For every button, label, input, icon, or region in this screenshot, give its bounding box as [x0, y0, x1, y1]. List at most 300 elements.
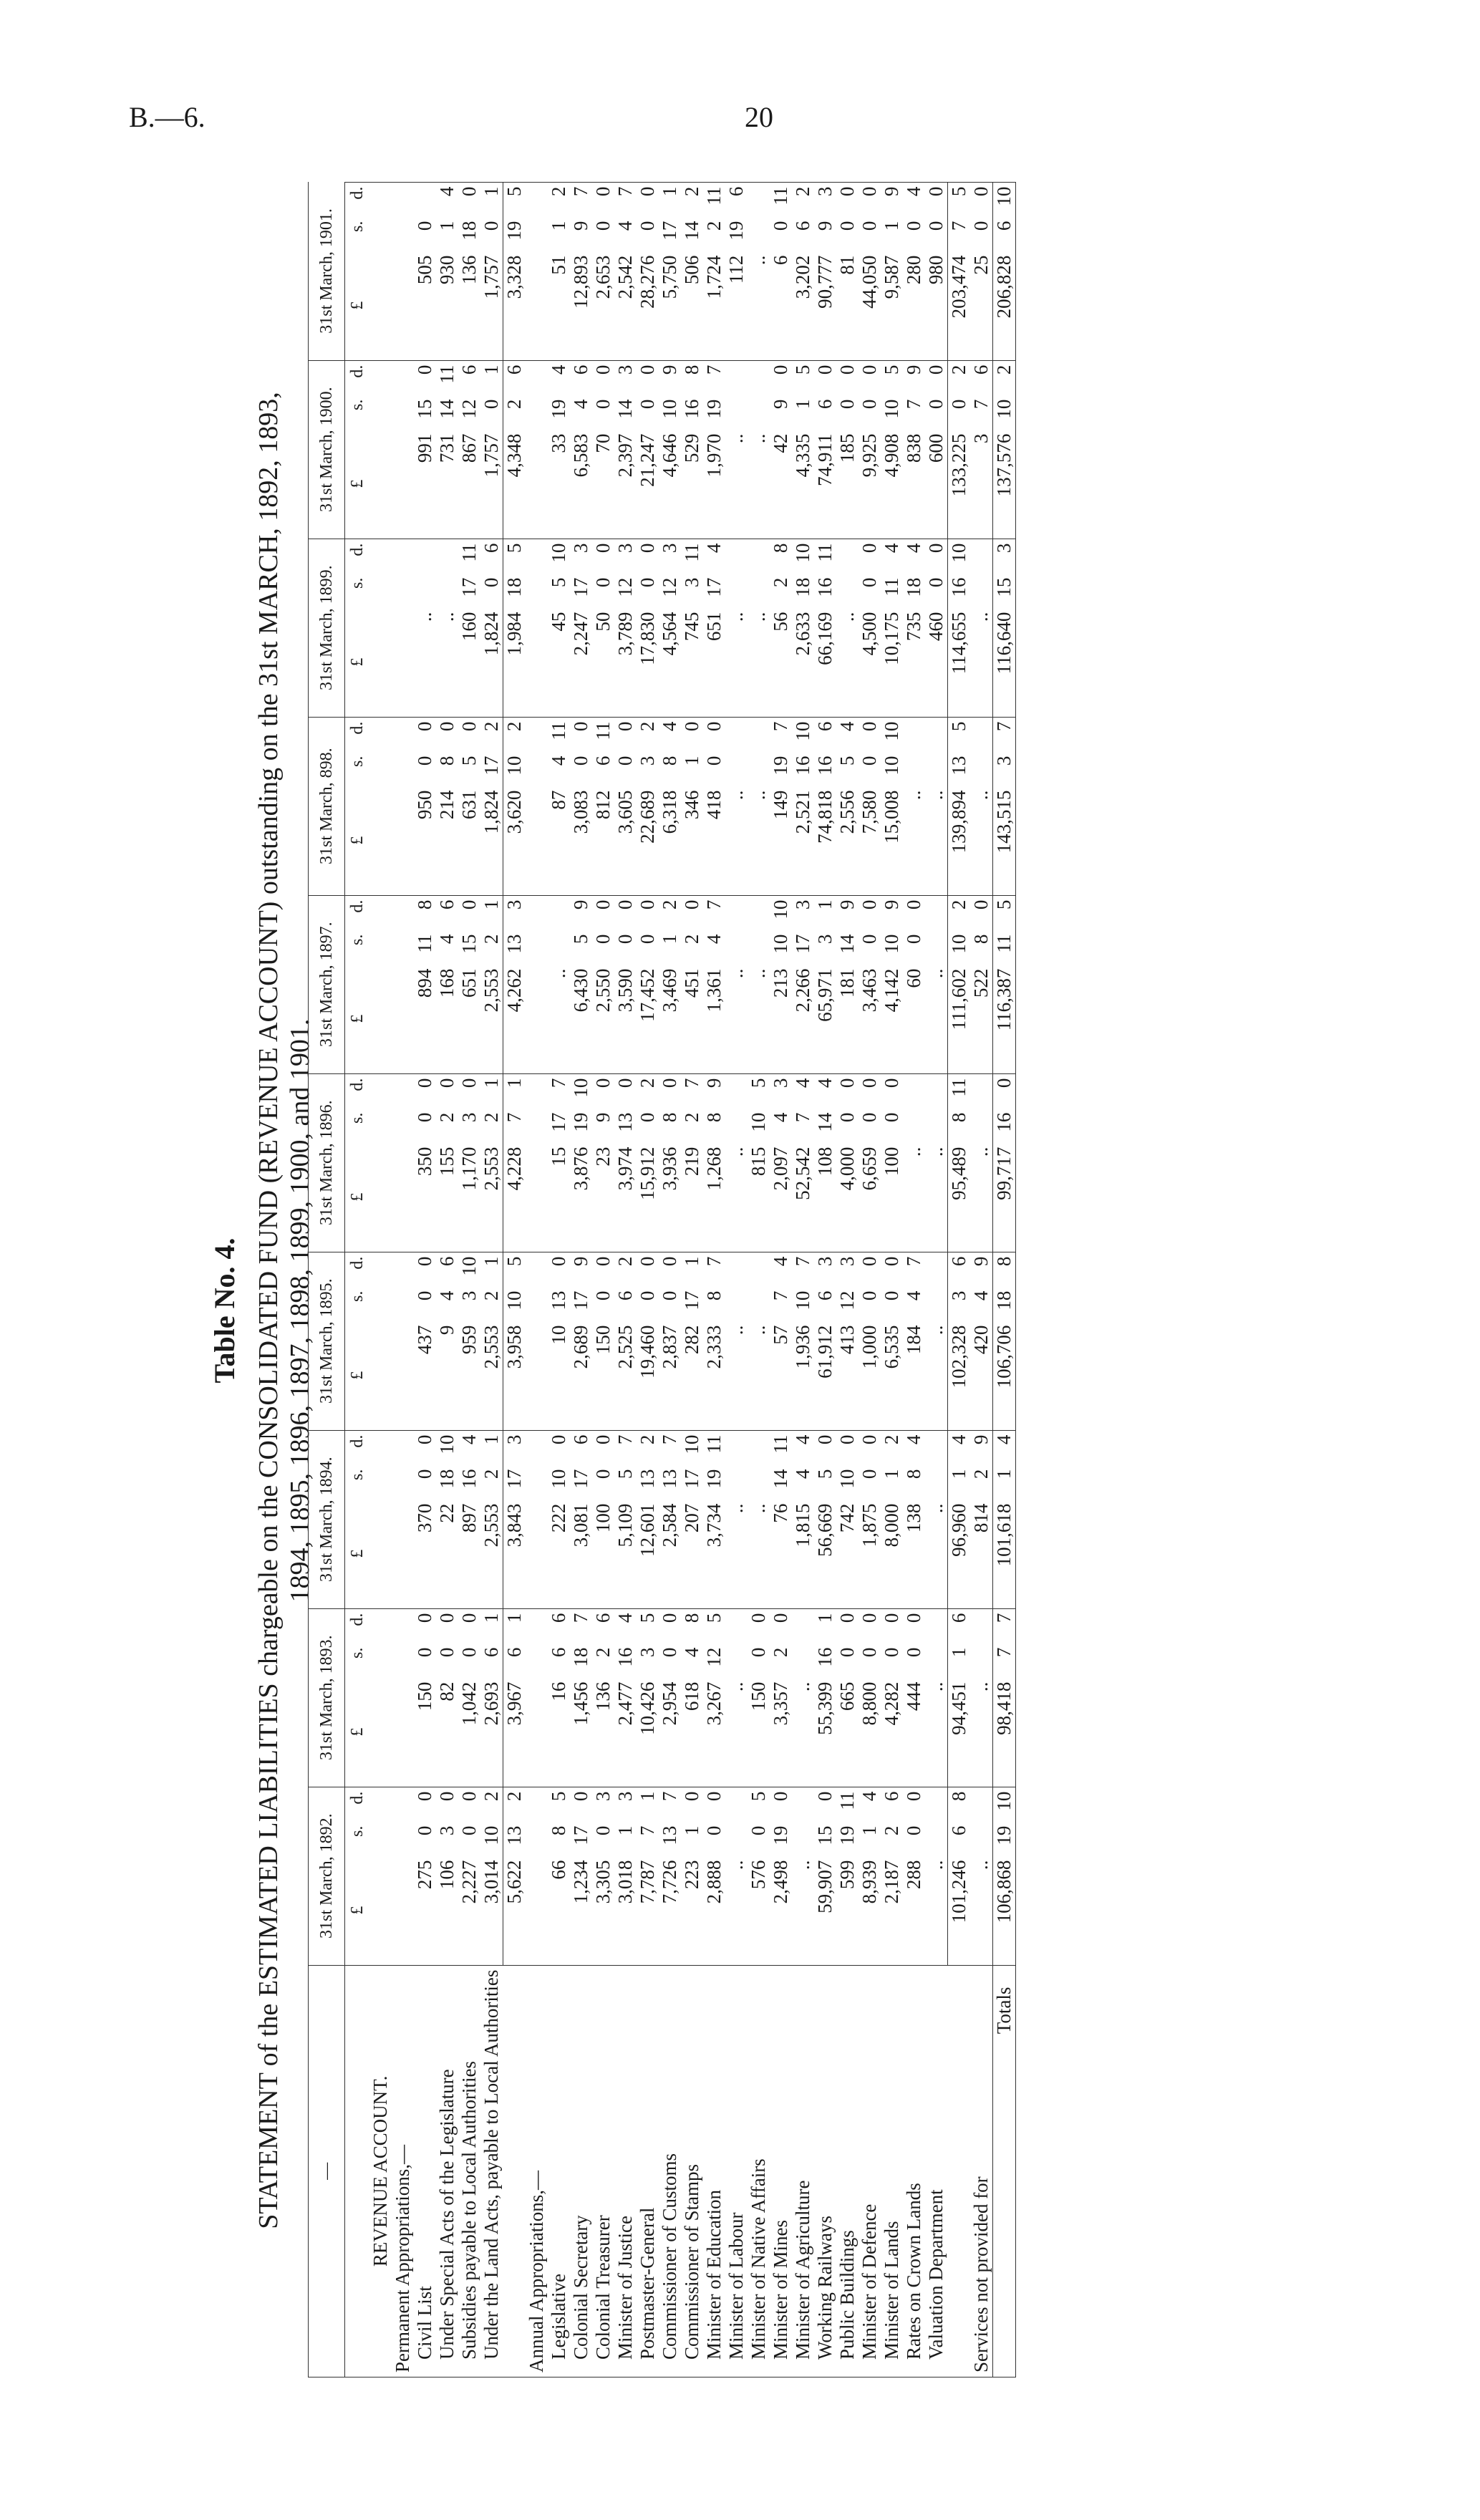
cell-shillings: 0 — [570, 755, 591, 766]
cell-pounds: 100 — [592, 1500, 614, 1609]
cell-pounds: 282 — [681, 1321, 703, 1431]
cell-pence: 0 — [748, 1613, 769, 1623]
cell-pounds: 23 — [592, 1143, 614, 1252]
cell-pence: 0 — [570, 721, 591, 732]
cell-pence: 10 — [458, 1256, 480, 1276]
cell-pence: 5 — [637, 1613, 658, 1623]
cell-shillings: 4 — [436, 934, 458, 945]
cell-shillings: 0 — [659, 1290, 680, 1301]
cell-pence — [369, 717, 392, 752]
cell-pounds: 207 — [681, 1500, 703, 1609]
cell-shillings: 13 — [659, 1825, 680, 1845]
cell-shillings: 14 — [681, 221, 702, 241]
cell-pence: 1 — [659, 182, 681, 217]
cell-pounds: 101,618 — [993, 1500, 1016, 1609]
cell-shillings: 6 — [993, 217, 1016, 251]
cell-pence: 0 — [436, 1078, 458, 1088]
table-row — [526, 182, 548, 2377]
cell-pence: 0 — [436, 1791, 458, 1802]
cell-pounds: 618 — [681, 1678, 703, 1787]
cell-pence: 10 — [770, 899, 791, 919]
row-label: Minister of Mines — [770, 1965, 792, 2377]
cell-pence: 3 — [993, 539, 1016, 574]
cell-pence: 0 — [458, 1791, 480, 1802]
cell-pence — [392, 360, 414, 395]
cell-shillings: 2 — [480, 1112, 502, 1123]
cell-shillings — [369, 930, 392, 965]
cell-shillings: 7 — [948, 217, 971, 251]
cell-pence: 11 — [592, 721, 614, 740]
cell-shillings: 11 — [881, 577, 902, 597]
cell-pence — [725, 539, 748, 574]
cell-shillings: 10 — [792, 1290, 813, 1310]
cell-shillings: 0 — [637, 577, 658, 588]
cell-pence: 5 — [748, 1791, 769, 1802]
cell-pence: 4 — [903, 543, 924, 554]
cell-pounds: 160 — [458, 608, 480, 718]
cell-shillings — [725, 395, 748, 430]
cell-shillings: 10 — [881, 399, 902, 419]
cell-pence: 5 — [993, 895, 1016, 930]
cell-pounds — [526, 1678, 548, 1787]
cell-pence: 7 — [570, 1613, 591, 1623]
cell-pounds: 2,653 — [592, 251, 614, 361]
cell-shillings — [392, 752, 414, 786]
cell-pence: 8 — [948, 1787, 971, 1822]
cell-pence: 0 — [814, 1434, 836, 1445]
cell-pence — [725, 1073, 748, 1109]
cell-pence: 0 — [903, 1613, 924, 1623]
cell-shillings — [392, 395, 414, 430]
cell-pounds: 6,659 — [859, 1143, 881, 1252]
cell-shillings: 8 — [548, 1825, 569, 1836]
cell-shillings: 12 — [659, 577, 680, 597]
cell-pounds: 98,418 — [993, 1678, 1016, 1787]
row-label: Civil List — [414, 1965, 436, 2377]
cell-pounds: 61,912 — [814, 1321, 836, 1431]
cell-shillings: 0 — [748, 1647, 769, 1658]
cell-shillings — [725, 1822, 748, 1856]
cell-pounds: .. — [748, 1321, 770, 1431]
cell-shillings: 4 — [548, 755, 569, 766]
cell-pounds: 814 — [970, 1500, 993, 1609]
cell-pounds: 106 — [436, 1856, 458, 1966]
cell-shillings: 3 — [993, 752, 1016, 786]
cell-pounds: 9,925 — [859, 430, 881, 539]
cell-pence: 8 — [681, 365, 702, 375]
cell-shillings — [392, 574, 414, 608]
cell-pounds: 2,633 — [792, 608, 814, 718]
cell-pounds: 867 — [458, 430, 480, 539]
cell-shillings: 0 — [614, 934, 636, 945]
cell-pounds: 838 — [903, 430, 925, 539]
cell-shillings — [526, 1822, 548, 1856]
cell-pence: 0 — [592, 1434, 614, 1445]
table-row — [748, 182, 770, 2377]
cell-pence: 1 — [480, 899, 502, 910]
cell-pence: 5 — [948, 182, 971, 217]
cell-shillings: 0 — [859, 577, 880, 588]
cell-pence — [526, 182, 548, 217]
cell-shillings: 10 — [748, 1112, 769, 1132]
cell-pounds: 576 — [748, 1856, 770, 1966]
cell-pounds: .. — [792, 1678, 814, 1787]
cell-pence — [970, 1073, 993, 1109]
cell-pence: 2 — [480, 1791, 502, 1802]
cell-pence: 11 — [770, 1434, 791, 1454]
cell-shillings — [392, 1643, 414, 1678]
cell-pounds: 631 — [458, 786, 480, 896]
cell-shillings: 17 — [570, 1290, 591, 1310]
cell-pence: 1 — [480, 1256, 502, 1267]
unit-pence: d. — [347, 899, 367, 913]
cell-pence — [748, 717, 770, 752]
cell-pence: 0 — [592, 899, 614, 910]
cell-pounds: 4,646 — [659, 430, 681, 539]
cell-pence — [748, 1430, 770, 1465]
table-row — [814, 182, 836, 2377]
unit-pence: d. — [347, 1434, 367, 1448]
cell-shillings: 0 — [881, 1112, 902, 1123]
table-row — [503, 182, 526, 2377]
cell-shillings: 16 — [614, 1647, 636, 1667]
cell-pounds: 1,824 — [480, 608, 503, 718]
cell-shillings — [748, 1287, 770, 1321]
cell-pounds — [392, 608, 414, 718]
cell-shillings: 4 — [792, 1469, 813, 1479]
cell-pence — [748, 182, 770, 217]
cell-pounds — [526, 1143, 548, 1252]
cell-shillings: 15 — [814, 1825, 836, 1845]
cell-pounds: 42 — [770, 430, 792, 539]
cell-shillings — [526, 395, 548, 430]
cell-pence: 2 — [659, 899, 680, 910]
cell-pence: 6 — [725, 182, 748, 217]
cell-shillings: 8 — [659, 1112, 680, 1123]
cell-pence: 6 — [948, 1608, 971, 1643]
cell-pence — [526, 1608, 548, 1643]
column-header-row — [309, 182, 345, 2377]
table-row — [725, 182, 748, 2377]
cell-shillings: 18 — [503, 574, 526, 608]
cell-shillings: 0 — [859, 934, 880, 945]
unit-pounds: £ — [345, 1678, 370, 1787]
cell-pence: 6 — [436, 899, 458, 910]
cell-pence: 9 — [570, 899, 591, 910]
cell-pounds: 99,717 — [993, 1143, 1016, 1252]
cell-pounds: 17,452 — [637, 965, 659, 1074]
cell-shillings: 8 — [903, 1469, 924, 1479]
cell-pounds: 3,620 — [503, 786, 526, 896]
cell-shillings: 17 — [480, 755, 502, 776]
cell-shillings: 16 — [948, 574, 971, 608]
cell-pence: 0 — [659, 1256, 680, 1267]
cell-shillings: 5 — [548, 577, 569, 588]
cell-shillings: 0 — [414, 1469, 435, 1479]
cell-pence: 6 — [570, 1434, 591, 1445]
cell-pounds: 3,936 — [659, 1143, 681, 1252]
cell-pounds: .. — [903, 1143, 925, 1252]
cell-pence: 7 — [903, 1256, 924, 1267]
unit-pounds: £ — [345, 1143, 370, 1252]
cell-pence: 0 — [770, 365, 791, 375]
cell-shillings: 1 — [948, 1643, 971, 1678]
cell-pence: 0 — [436, 1613, 458, 1623]
cell-pence: 10 — [570, 1078, 591, 1098]
cell-pence — [369, 1073, 392, 1109]
cell-pounds: 2,097 — [770, 1143, 792, 1252]
cell-pounds: 3 — [970, 430, 993, 539]
cell-shillings: 10 — [948, 930, 971, 965]
table-row — [414, 182, 436, 2377]
cell-pence: 2 — [881, 1434, 902, 1445]
unit-pounds: £ — [345, 1321, 370, 1431]
cell-pounds: 214 — [436, 786, 458, 896]
cell-pence: 0 — [458, 721, 480, 732]
cell-pounds — [369, 251, 392, 361]
unit-pounds: £ — [345, 786, 370, 896]
cell-shillings: 13 — [948, 752, 971, 786]
cell-pounds: 52,542 — [792, 1143, 814, 1252]
cell-shillings — [725, 1109, 748, 1143]
cell-pounds: 51 — [548, 251, 570, 361]
cell-shillings — [526, 574, 548, 608]
cell-shillings: 7 — [903, 399, 924, 410]
cell-shillings: 17 — [548, 1112, 569, 1132]
cell-shillings: 16 — [792, 755, 813, 776]
cell-pounds: 1,815 — [792, 1500, 814, 1609]
cell-pence — [526, 1430, 548, 1465]
cell-pounds: 7,726 — [659, 1856, 681, 1966]
cell-pounds: 3,463 — [859, 965, 881, 1074]
cell-shillings: 19 — [703, 399, 725, 419]
row-label: Legislative — [548, 1965, 570, 2377]
cell-shillings: 9 — [570, 221, 591, 231]
cell-pence: 3 — [503, 895, 526, 930]
cell-pounds — [526, 1500, 548, 1609]
cell-pence: 9 — [970, 1434, 992, 1445]
cell-pence: 4 — [614, 1613, 636, 1623]
cell-shillings: 13 — [503, 1822, 526, 1856]
cell-pence — [369, 182, 392, 217]
cell-pounds: 2,584 — [659, 1500, 681, 1609]
cell-pence: 1 — [503, 1073, 526, 1109]
unit-pence: d. — [347, 1078, 367, 1091]
cell-shillings — [725, 1287, 748, 1321]
table-row — [703, 182, 725, 2377]
cell-shillings: 0 — [480, 399, 502, 410]
cell-pounds: 181 — [836, 965, 859, 1074]
cell-pounds: 133,225 — [948, 430, 971, 539]
cell-shillings: 9 — [814, 221, 836, 231]
table-row — [480, 182, 503, 2377]
cell-shillings: 0 — [480, 221, 502, 231]
cell-pounds: 6,318 — [659, 786, 681, 896]
cell-shillings: 8 — [703, 1112, 725, 1123]
cell-pence: 3 — [659, 543, 680, 554]
cell-pence: 2 — [637, 1078, 658, 1088]
cell-shillings: 3 — [637, 755, 658, 766]
cell-pence — [748, 895, 770, 930]
cell-pounds: 980 — [925, 251, 948, 361]
cell-pence: 2 — [614, 1256, 636, 1267]
cell-shillings — [392, 217, 414, 251]
cell-shillings: 6 — [814, 1290, 836, 1301]
cell-pounds: 275 — [414, 1856, 436, 1966]
cell-pence: 8 — [770, 543, 791, 554]
cell-shillings: 2 — [503, 395, 526, 430]
cell-shillings — [369, 1465, 392, 1500]
cell-pence: 4 — [703, 543, 725, 554]
cell-pence — [369, 539, 392, 574]
cell-pounds: 2,888 — [703, 1856, 725, 1966]
cell-shillings — [392, 1109, 414, 1143]
cell-pounds: .. — [725, 1856, 748, 1966]
cell-shillings: 14 — [614, 399, 636, 419]
cell-pence: 0 — [659, 1613, 680, 1623]
cell-pounds: .. — [925, 1856, 948, 1966]
cell-pence: 11 — [436, 365, 458, 384]
cell-shillings: 13 — [659, 1469, 680, 1489]
unit-pounds: £ — [345, 965, 370, 1074]
cell-pounds — [369, 1678, 392, 1787]
cell-pence: 11 — [703, 182, 725, 217]
cell-shillings — [925, 1109, 948, 1143]
cell-pence — [526, 1073, 548, 1109]
row-label: Totals — [993, 1965, 1016, 2377]
cell-shillings — [970, 1643, 993, 1678]
cell-pence — [748, 360, 770, 395]
cell-pounds: 1,757 — [480, 430, 503, 539]
cell-pence: 0 — [637, 543, 658, 554]
cell-shillings: 7 — [637, 1825, 658, 1836]
cell-shillings: 0 — [592, 934, 614, 945]
cell-pounds: 745 — [681, 608, 703, 718]
cell-pounds: 2,954 — [659, 1678, 681, 1787]
cell-pounds: 65,971 — [814, 965, 836, 1074]
cell-shillings: 19 — [770, 755, 791, 776]
cell-pence — [925, 717, 948, 752]
cell-pounds: 4,500 — [859, 608, 881, 718]
cell-pence: 0 — [770, 1613, 791, 1623]
cell-pounds: 136 — [592, 1678, 614, 1787]
cell-shillings: 4 — [614, 221, 636, 231]
cell-pounds: 959 — [458, 1321, 480, 1431]
cell-shillings: 0 — [903, 1647, 924, 1658]
cell-pounds: 10 — [548, 1321, 570, 1431]
cell-pounds: 7,787 — [637, 1856, 659, 1966]
cell-pence — [725, 717, 748, 752]
cell-pounds: 451 — [681, 965, 703, 1074]
table-row — [925, 182, 948, 2377]
cell-pence: 4 — [814, 1078, 836, 1088]
cell-pounds — [369, 1321, 392, 1431]
cell-pence: 10 — [436, 1434, 458, 1454]
cell-shillings: 0 — [592, 1825, 614, 1836]
cell-shillings — [369, 1109, 392, 1143]
page-header — [129, 100, 1480, 143]
cell-shillings: 8 — [948, 1109, 971, 1143]
cell-pounds: .. — [970, 1856, 993, 1966]
cell-pence: 0 — [570, 1791, 591, 1802]
cell-pence: 3 — [592, 1791, 614, 1802]
cell-pence: 2 — [681, 182, 703, 217]
row-label: Rates on Crown Lands — [903, 1965, 925, 2377]
cell-pence: 7 — [703, 899, 725, 910]
cell-pence: 0 — [836, 182, 859, 217]
cell-shillings: 1 — [659, 934, 680, 945]
cell-pence: 11 — [458, 543, 480, 562]
cell-shillings — [414, 574, 436, 608]
cell-shillings: 19 — [836, 1825, 858, 1845]
cell-shillings: 17 — [792, 934, 813, 954]
cell-pounds: 1,984 — [503, 608, 526, 718]
cell-pounds: 22,689 — [637, 786, 659, 896]
cell-shillings — [903, 1109, 925, 1143]
cell-pence: 10 — [881, 721, 902, 741]
cell-shillings: 10 — [503, 752, 526, 786]
cell-pence: 0 — [681, 899, 702, 910]
cell-pounds — [392, 1678, 414, 1787]
cell-pounds: 2,556 — [836, 786, 859, 896]
table-row — [458, 182, 480, 2377]
row-label: Annual Appropriations,— — [526, 1965, 548, 2377]
cell-shillings: 0 — [903, 1825, 924, 1836]
cell-pence: 7 — [570, 182, 592, 217]
units-row — [345, 182, 370, 2377]
cell-pence: 8 — [414, 899, 435, 910]
cell-shillings — [436, 574, 458, 608]
unit-shillings: s. — [347, 1469, 367, 1480]
cell-shillings: 19 — [725, 221, 747, 241]
cell-shillings: 6 — [792, 221, 813, 231]
cell-shillings: 16 — [814, 1647, 836, 1667]
cell-pence — [369, 360, 392, 395]
cell-pence — [836, 539, 859, 574]
cell-pence: 0 — [637, 182, 659, 217]
cell-shillings: 13 — [548, 1290, 569, 1310]
cell-pence: 0 — [458, 182, 480, 217]
cell-pounds: 96,960 — [948, 1500, 971, 1609]
cell-pence: 2 — [948, 895, 971, 930]
cell-shillings: 10 — [836, 1469, 858, 1489]
cell-pounds: 56,669 — [814, 1500, 836, 1609]
cell-pounds: 1,757 — [480, 251, 503, 361]
table-row — [836, 182, 859, 2377]
cell-pence: 10 — [993, 182, 1016, 217]
cell-pounds: 150 — [414, 1678, 436, 1787]
cell-pounds: 1,361 — [703, 965, 725, 1074]
cell-shillings: 17 — [570, 1825, 591, 1845]
cell-pence: 4 — [792, 1078, 813, 1088]
cell-shillings — [725, 1465, 748, 1500]
cell-shillings: 19 — [993, 1822, 1016, 1856]
cell-shillings — [725, 930, 748, 965]
cell-pence: 0 — [592, 365, 614, 375]
cell-pounds: 8,939 — [859, 1856, 881, 1966]
cell-shillings: 3 — [458, 1112, 480, 1123]
cell-pence: 9 — [836, 899, 858, 910]
cell-shillings: 0 — [836, 221, 858, 231]
cell-pence: 6 — [592, 1613, 614, 1623]
cell-pounds: .. — [970, 608, 993, 718]
cell-pounds: 136 — [458, 251, 480, 361]
cell-pounds: 4,262 — [503, 965, 526, 1074]
cell-shillings — [526, 752, 548, 786]
cell-pounds: 3,202 — [792, 251, 814, 361]
cell-shillings: 3 — [637, 1647, 658, 1658]
cell-pounds: 742 — [836, 1500, 859, 1609]
